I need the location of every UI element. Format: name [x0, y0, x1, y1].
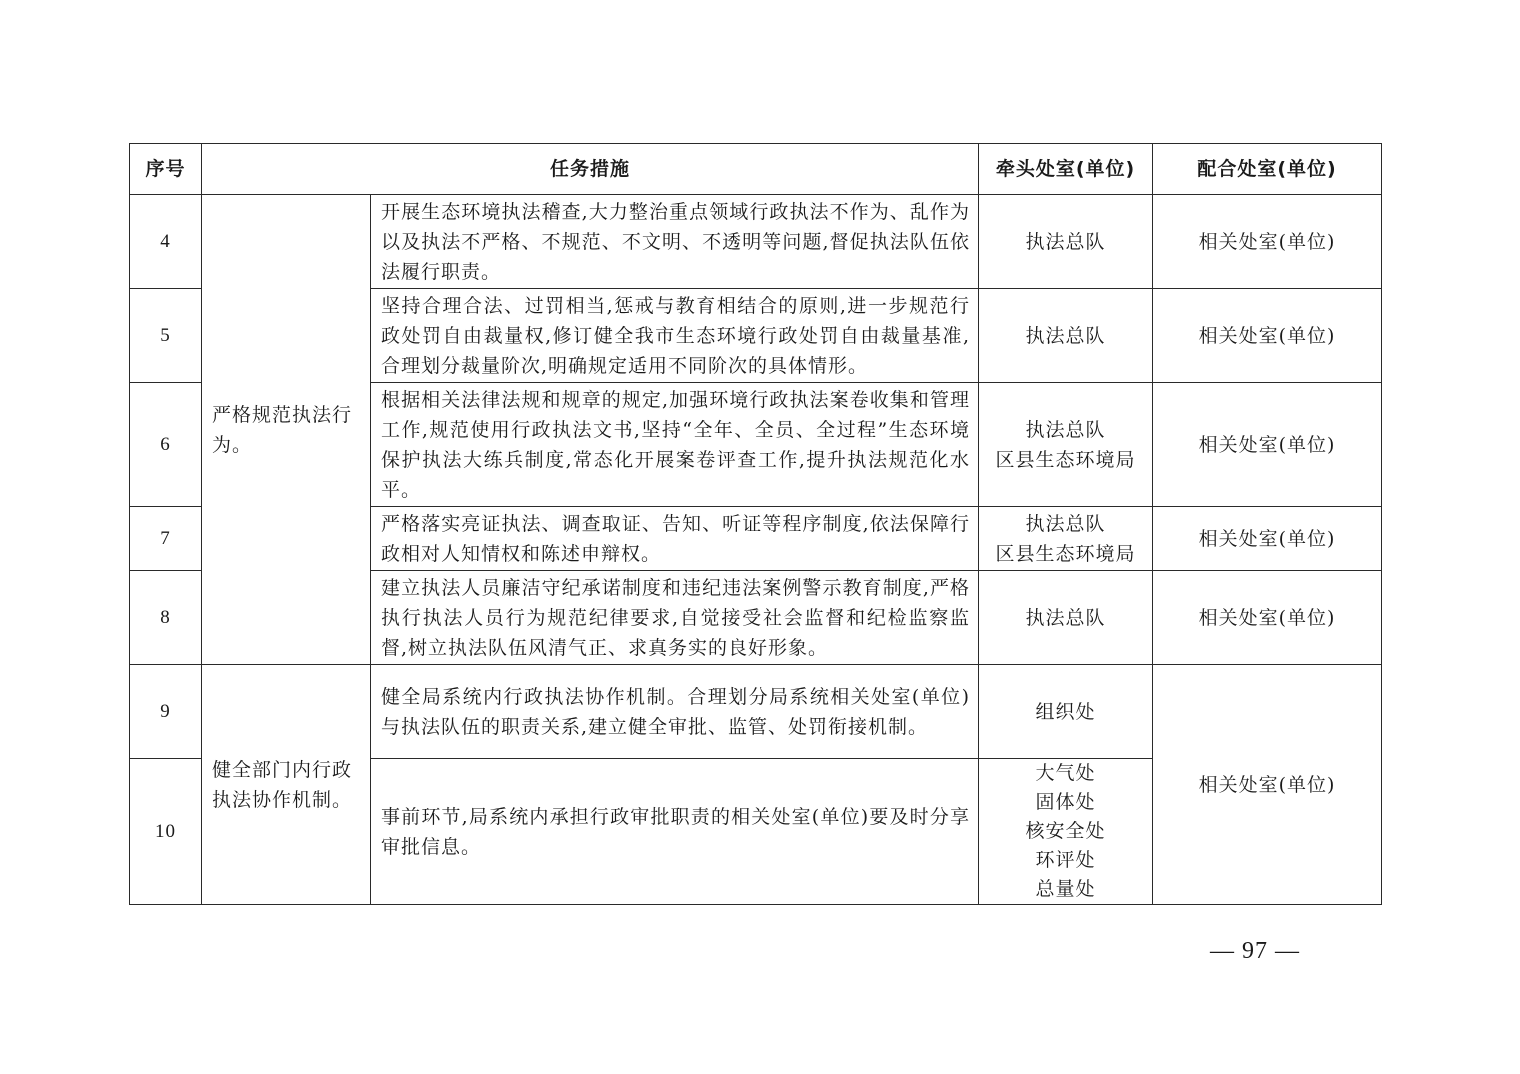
task-text: 根据相关法律法规和规章的规定,加强环境行政执法案卷收集和管理工作,规范使用行政执法文书,坚持“全年、全员、全过程”生态环境保护执法大练兵制度,常态化开展案卷评查工作,提升执法规范化水平。 [371, 383, 979, 507]
assist-unit: 相关处室(单位) [1153, 665, 1382, 905]
row-index: 7 [130, 507, 202, 571]
lead-unit-line: 区县生态环境局 [995, 542, 1136, 565]
lead-unit [979, 759, 1153, 905]
header-assist: 配合处室(单位) [1153, 144, 1382, 195]
lead-unit [979, 383, 1153, 507]
measures-table [129, 143, 1382, 905]
assist-unit: 相关处室(单位) [1153, 507, 1382, 571]
page-number: — 97 — [1210, 938, 1300, 964]
lead-unit [979, 665, 1153, 759]
row-index: 5 [130, 289, 202, 383]
assist-unit: 相关处室(单位) [1153, 383, 1382, 507]
task-text: 建立执法人员廉洁守纪承诺制度和违纪违法案例警示教育制度,严格执行执法人员行为规范纪律要求,自觉接受社会监督和纪检监察监督,树立执法队伍风清气正、求真务实的良好形象。 [371, 571, 979, 665]
lead-unit-line: 大气处 [1035, 762, 1096, 784]
task-text: 严格落实亮证执法、调查取证、告知、听证等程序制度,依法保障行政相对人知情权和陈述申辩权。 [371, 507, 979, 571]
assist-unit: 相关处室(单位) [1153, 289, 1382, 383]
lead-unit-line: 环评处 [1035, 849, 1096, 871]
row-index: 10 [130, 759, 202, 905]
lead-unit-line: 执法总队 [1025, 230, 1106, 253]
lead-unit-line: 总量处 [1035, 878, 1096, 900]
lead-unit-line: 执法总队 [1025, 512, 1106, 535]
row-index: 6 [130, 383, 202, 507]
lead-unit [979, 507, 1153, 571]
lead-unit-line: 区县生态环境局 [995, 448, 1136, 471]
row-index: 8 [130, 571, 202, 665]
table-row [130, 665, 1382, 759]
row-index: 4 [130, 195, 202, 289]
lead-unit-line: 固体处 [1035, 791, 1096, 813]
table-row [130, 195, 1382, 289]
task-text: 健全局系统内行政执法协作机制。合理划分局系统相关处室(单位)与执法队伍的职责关系,建立健全审批、监管、处罚衔接机制。 [371, 665, 979, 759]
group-label: 健全部门内行政执法协作机制。 [202, 665, 371, 905]
header-index: 序号 [130, 144, 202, 195]
assist-unit: 相关处室(单位) [1153, 571, 1382, 665]
lead-unit-line: 执法总队 [1025, 324, 1106, 347]
header-lead: 牵头处室(单位) [979, 144, 1153, 195]
lead-unit-line: 组织处 [1035, 700, 1096, 723]
lead-unit-line: 执法总队 [1025, 606, 1106, 629]
assist-unit: 相关处室(单位) [1153, 195, 1382, 289]
lead-unit-line: 执法总队 [1025, 418, 1106, 441]
task-text: 事前环节,局系统内承担行政审批职责的相关处室(单位)要及时分享审批信息。 [371, 759, 979, 905]
lead-unit [979, 571, 1153, 665]
group-label: 严格规范执法行为。 [202, 195, 371, 665]
lead-unit [979, 195, 1153, 289]
header-row [130, 144, 1382, 195]
header-task: 任务措施 [202, 144, 979, 195]
task-text: 开展生态环境执法稽查,大力整治重点领域行政执法不作为、乱作为以及执法不严格、不规范、不文明、不透明等问题,督促执法队伍依法履行职责。 [371, 195, 979, 289]
lead-unit-line: 核安全处 [1025, 820, 1106, 842]
task-text: 坚持合理合法、过罚相当,惩戒与教育相结合的原则,进一步规范行政处罚自由裁量权,修订健全我市生态环境行政处罚自由裁量基准,合理划分裁量阶次,明确规定适用不同阶次的具体情形。 [371, 289, 979, 383]
row-index: 9 [130, 665, 202, 759]
lead-unit [979, 289, 1153, 383]
